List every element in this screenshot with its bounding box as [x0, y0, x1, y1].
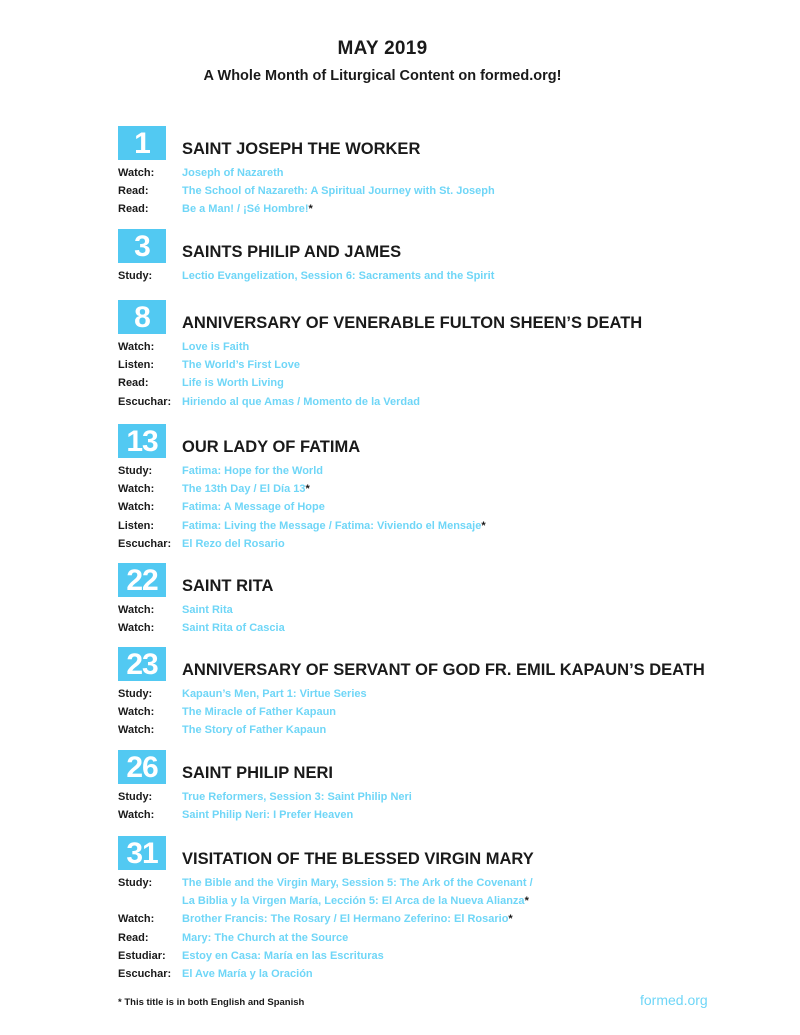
event-section [118, 300, 758, 411]
item-label: Escuchar: [118, 968, 172, 981]
item-label: Watch: [118, 501, 155, 514]
content-link-text[interactable]: The 13th Day / El Día 13 [182, 483, 306, 496]
content-link[interactable] [182, 685, 367, 703]
content-link-line[interactable] [182, 965, 313, 983]
bilingual-asterisk: * [481, 519, 486, 532]
item-label: Watch: [118, 622, 155, 635]
list-item [118, 806, 758, 824]
item-label: Listen: [118, 359, 155, 372]
content-link-text[interactable]: The Bible and the Virgin Mary, Session 5: The Ark of the Covenant / [182, 877, 533, 889]
day-number-badge: 31 [118, 836, 166, 870]
footer-site-link[interactable]: formed.org [640, 992, 708, 1008]
content-link-line[interactable] [182, 200, 313, 218]
content-link-line[interactable] [182, 892, 533, 910]
list-item [118, 374, 758, 392]
content-link-text[interactable]: El Ave María y la Oración [182, 968, 313, 981]
content-link-text[interactable]: True Reformers, Session 3: Saint Philip Neri [182, 791, 412, 803]
content-link[interactable] [182, 703, 336, 721]
event-section [118, 647, 758, 740]
event-header [118, 229, 758, 263]
item-label: Watch: [118, 167, 155, 179]
content-link[interactable] [182, 267, 494, 285]
day-number-badge: 23 [118, 647, 166, 681]
page-title: MAY 2019 [337, 38, 428, 59]
list-item [118, 535, 758, 553]
list-item [118, 874, 758, 910]
list-item [118, 721, 758, 739]
event-section [118, 563, 758, 637]
list-item [118, 703, 758, 721]
content-link-line[interactable] [182, 535, 285, 553]
content-link-text[interactable]: Mary: The Church at the Source [182, 931, 349, 944]
content-link-text[interactable]: Kapaun’s Men, Part 1: Virtue Series [182, 688, 367, 700]
content-link[interactable] [182, 182, 495, 200]
content-link-line[interactable] [182, 703, 336, 721]
list-item [118, 910, 758, 928]
header [0, 38, 765, 84]
content-link-line[interactable] [182, 806, 353, 824]
event-section [118, 126, 758, 219]
event-items [118, 462, 758, 553]
event-items [118, 601, 758, 637]
content-link-line[interactable] [182, 356, 300, 374]
footnote: * This title is in both English and Spanish [118, 997, 305, 1008]
content-link-text[interactable]: The Story of Father Kapaun [182, 724, 327, 737]
content-link-text[interactable]: El Rezo del Rosario [182, 537, 285, 550]
bilingual-asterisk: * [508, 913, 513, 926]
day-number-badge: 22 [118, 563, 166, 597]
event-title: SAINT JOSEPH THE WORKER [182, 140, 421, 158]
content-link-line[interactable] [182, 498, 325, 516]
content-link[interactable] [182, 806, 353, 824]
item-label: Study: [118, 465, 153, 477]
content-link-line[interactable] [182, 947, 384, 965]
content-link-text[interactable]: Fatima: Living the Message / Fatima: Viviendo el Mensaje [182, 519, 482, 532]
content-link-line[interactable] [182, 788, 412, 806]
content-link-text[interactable]: Saint Rita of Cascia [182, 622, 285, 635]
content-link-line[interactable] [182, 910, 513, 928]
content-link[interactable] [182, 721, 326, 739]
item-label: Study: [118, 688, 153, 700]
day-number-badge: 13 [118, 424, 166, 458]
day-number-badge: 26 [118, 750, 166, 784]
event-header [118, 300, 758, 334]
event-section [118, 750, 758, 824]
event-header [118, 750, 758, 784]
event-title: ANNIVERSARY OF VENERABLE FULTON SHEEN’S DEATH [182, 314, 643, 332]
content-link-line[interactable] [182, 480, 310, 498]
list-item [118, 200, 758, 218]
content-link-text[interactable]: Saint Rita [182, 604, 233, 616]
content-link-line[interactable] [182, 164, 283, 182]
item-label: Watch: [118, 724, 155, 737]
content-link-line[interactable] [182, 462, 323, 480]
page-subtitle: A Whole Month of Liturgical Content on formed.org! [203, 68, 562, 84]
event-items [118, 874, 758, 983]
content-link-text[interactable]: Life is Worth Living [182, 377, 284, 390]
item-label: Watch: [118, 913, 155, 926]
item-label: Study: [118, 877, 153, 889]
content-link[interactable] [182, 910, 513, 928]
list-item [118, 462, 758, 480]
list-item [118, 685, 758, 703]
content-link-text[interactable]: Joseph of Nazareth [182, 167, 284, 179]
list-item [118, 601, 758, 619]
content-link-line[interactable] [182, 929, 348, 947]
list-item [118, 393, 758, 411]
list-item [118, 788, 758, 806]
content-link-line[interactable] [182, 338, 249, 356]
content-link[interactable] [182, 517, 486, 535]
event-title: OUR LADY OF FATIMA [182, 438, 361, 456]
event-items [118, 788, 758, 824]
item-label: Read: [118, 185, 149, 198]
content-link[interactable] [182, 535, 285, 553]
event-header [118, 836, 758, 870]
list-item [118, 480, 758, 498]
day-number-badge: 3 [118, 229, 166, 263]
content-link[interactable] [182, 338, 249, 356]
content-link-text[interactable]: Estoy en Casa: María en las Escrituras [182, 949, 384, 962]
event-section [118, 424, 758, 553]
content-link[interactable] [182, 480, 310, 498]
event-items [118, 164, 758, 219]
item-label: Study: [118, 791, 153, 803]
bilingual-asterisk: * [308, 203, 313, 216]
content-link[interactable] [182, 164, 283, 182]
event-title: SAINTS PHILIP AND JAMES [182, 243, 402, 261]
event-items [118, 338, 758, 411]
bilingual-asterisk: * [305, 483, 310, 496]
content-link-line[interactable] [182, 267, 494, 285]
content-link[interactable] [182, 393, 420, 411]
content-link[interactable] [182, 947, 384, 965]
content-link-line[interactable] [182, 874, 533, 892]
list-item [118, 182, 758, 200]
content-link-text[interactable]: Fatima: Hope for the World [182, 465, 323, 477]
content-link-line[interactable] [182, 721, 326, 739]
content-link[interactable] [182, 601, 233, 619]
item-label: Watch: [118, 604, 155, 616]
list-item [118, 517, 758, 535]
content-link[interactable] [182, 200, 313, 218]
list-item [118, 338, 758, 356]
event-title: ANNIVERSARY OF SERVANT OF GOD FR. EMIL KAPAUN’S DEATH [182, 661, 705, 679]
item-label: Watch: [118, 341, 155, 353]
list-item [118, 267, 758, 285]
item-label: Estudiar: [118, 949, 166, 962]
event-section [118, 836, 758, 983]
content-link[interactable] [182, 929, 348, 947]
content-link-text[interactable]: Brother Francis: The Rosary / El Hermano Zeferino: El Rosario [182, 913, 509, 926]
event-header [118, 424, 758, 458]
content-link-line[interactable] [182, 182, 495, 200]
list-item [118, 498, 758, 516]
event-header [118, 647, 758, 681]
content-link[interactable] [182, 498, 325, 516]
item-label: Watch: [118, 809, 155, 822]
event-header [118, 126, 758, 160]
list-item [118, 164, 758, 182]
event-title: SAINT PHILIP NERI [182, 764, 333, 782]
content-link-text[interactable]: Be a Man! / ¡Sé Hombre! [182, 203, 309, 216]
event-items [118, 267, 758, 285]
content-link[interactable] [182, 356, 300, 374]
content-link-line[interactable] [182, 393, 420, 411]
item-label: Watch: [118, 706, 155, 719]
list-item [118, 619, 758, 637]
event-items [118, 685, 758, 740]
content-link-text[interactable]: Hiriendo al que Amas / Momento de la Verdad [182, 395, 420, 408]
list-item [118, 356, 758, 374]
content-link-line[interactable] [182, 601, 233, 619]
content-link[interactable] [182, 374, 284, 392]
content-link[interactable] [182, 965, 313, 983]
item-label: Read: [118, 203, 149, 216]
event-title: VISITATION OF THE BLESSED VIRGIN MARY [182, 850, 534, 868]
event-section [118, 229, 758, 285]
item-label: Escuchar: [118, 395, 172, 408]
content-link-text[interactable]: Fatima: A Message of Hope [182, 501, 325, 514]
content-link-line[interactable] [182, 517, 486, 535]
event-header [118, 563, 758, 597]
content-link-text[interactable]: The Miracle of Father Kapaun [182, 706, 337, 719]
item-label: Study: [118, 270, 153, 282]
content-link-line[interactable] [182, 619, 285, 637]
event-title: SAINT RITA [182, 577, 274, 595]
content-link-text[interactable]: La Biblia y la Virgen María, Lección 5: El Arca de la Nueva Alianza [182, 895, 525, 908]
item-label: Read: [118, 377, 149, 390]
day-number-badge: 8 [118, 300, 166, 334]
item-label: Escuchar: [118, 537, 172, 550]
list-item [118, 965, 758, 983]
item-label: Watch: [118, 483, 155, 496]
content-link-text[interactable]: Love is Faith [182, 341, 250, 353]
day-number-badge: 1 [118, 126, 166, 160]
content-link-text[interactable]: Lectio Evangelization, Session 6: Sacraments and the Spirit [182, 270, 495, 282]
content-link-line[interactable] [182, 374, 284, 392]
content-link-text[interactable]: The School of Nazareth: A Spiritual Journey with St. Joseph [182, 185, 495, 198]
list-item [118, 947, 758, 965]
content-link[interactable] [182, 619, 285, 637]
content-link-text[interactable]: The World’s First Love [182, 359, 300, 372]
content-link[interactable] [182, 462, 323, 480]
content-link[interactable] [182, 874, 533, 910]
bilingual-asterisk: * [524, 895, 529, 908]
content-link-text[interactable]: Saint Philip Neri: I Prefer Heaven [182, 809, 354, 822]
content-link[interactable] [182, 788, 412, 806]
item-label: Read: [118, 931, 149, 944]
content-link-line[interactable] [182, 685, 367, 703]
list-item [118, 929, 758, 947]
item-label: Listen: [118, 519, 155, 532]
